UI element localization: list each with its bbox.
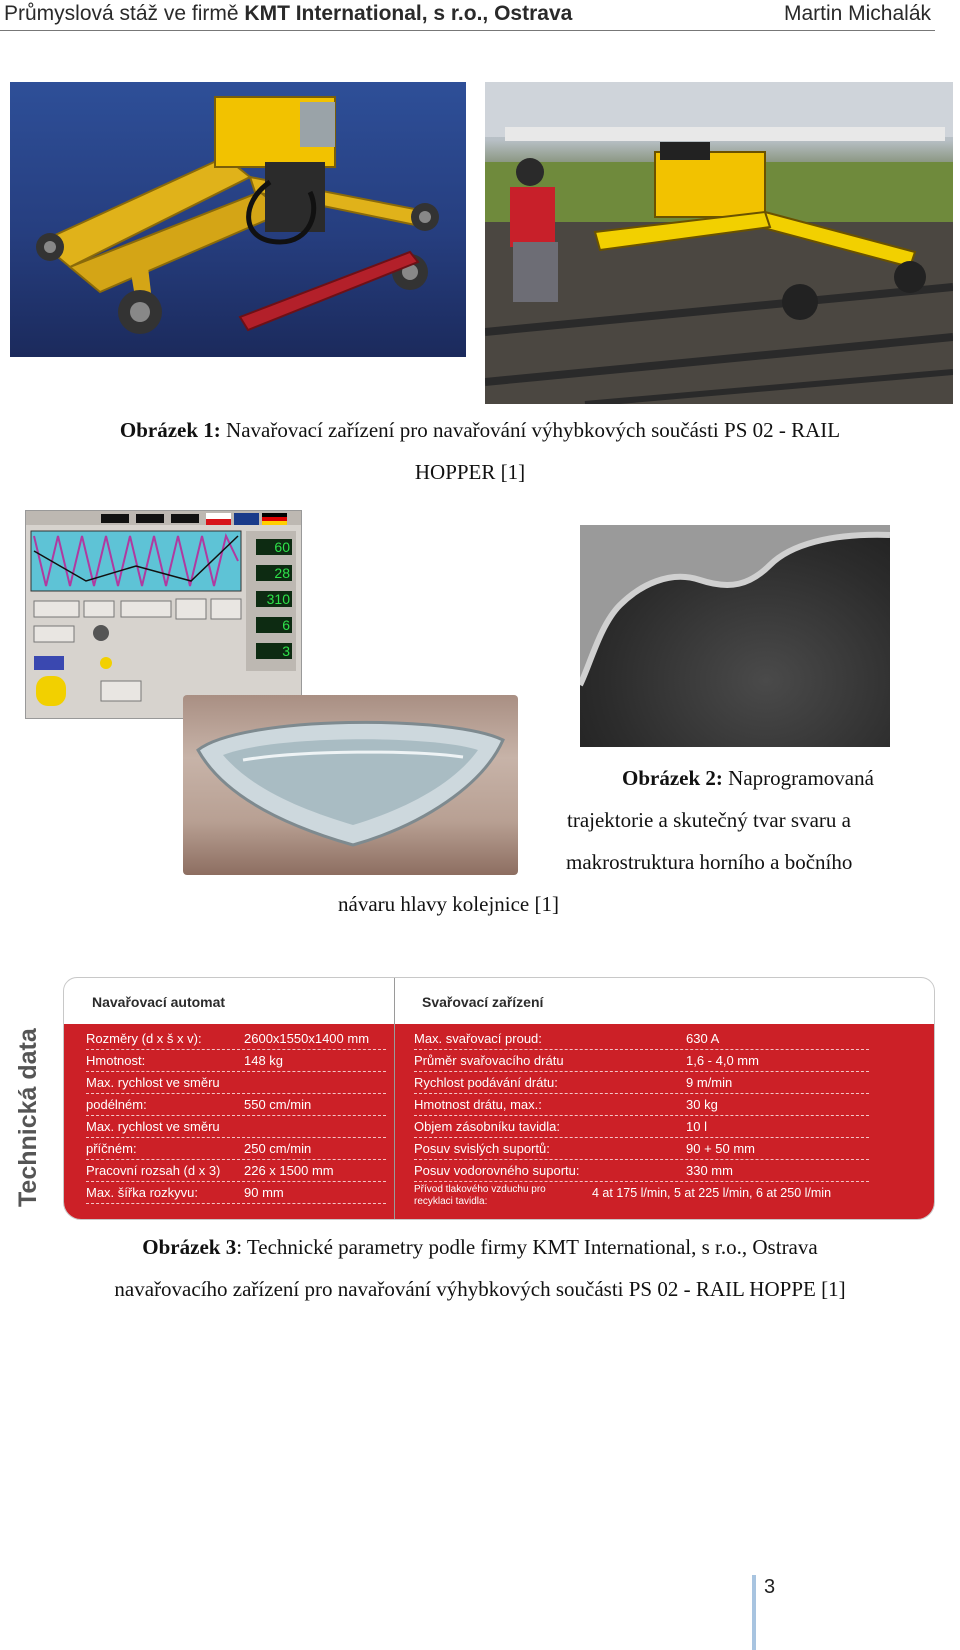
left-row-value: 148 kg bbox=[244, 1053, 284, 1068]
right-table-row-air-supply bbox=[414, 1184, 874, 1212]
left-row-value: 2600x1550x1400 mm bbox=[244, 1031, 370, 1046]
rail-hopper-machine-illustration bbox=[10, 82, 466, 357]
screen-value-4: 6 bbox=[282, 617, 290, 633]
left-table-row bbox=[86, 1116, 386, 1138]
left-table-row bbox=[86, 1050, 386, 1072]
technical-data-side-text: Technická data bbox=[14, 1028, 42, 1207]
page-header bbox=[0, 0, 935, 31]
figure2-macrostructure-photo bbox=[580, 525, 890, 747]
figure3-caption-line2: navařovacího zařízení pro navařování výhybkových součásti PS 02 - RAIL HOPPE [1] bbox=[114, 1277, 846, 1301]
figure1-field-photo bbox=[485, 82, 953, 404]
left-row-value: 90 mm bbox=[244, 1185, 284, 1200]
header-title-prefix: Průmyslová stáž ve firmě bbox=[4, 2, 245, 25]
left-table-row bbox=[86, 1028, 386, 1050]
left-row-value: 550 cm/min bbox=[244, 1097, 312, 1112]
screen-value-1: 60 bbox=[274, 539, 290, 555]
air-supply-key-line1: Přívod tlakového vzduchu pro bbox=[414, 1184, 546, 1195]
header-title-company: KMT International, s r.o., Ostrava bbox=[244, 2, 573, 25]
screen-value-3: 310 bbox=[266, 591, 290, 607]
right-row-key: Rychlost podávání drátu: bbox=[414, 1075, 558, 1090]
left-row-key: Max. rychlost ve směru bbox=[86, 1119, 220, 1134]
left-table-row bbox=[86, 1138, 386, 1160]
right-row-key: Posuv vodorovného suportu: bbox=[414, 1163, 580, 1178]
left-table-row bbox=[86, 1160, 386, 1182]
right-table-row bbox=[414, 1050, 869, 1072]
right-row-value: 10 l bbox=[686, 1119, 707, 1134]
figure2-caption-line2: trajektorie a skutečný tvar svaru a bbox=[567, 808, 851, 832]
figure1-caption-text: Navařovací zařízení pro navařování výhybkových součásti PS 02 - RAIL bbox=[220, 418, 841, 442]
screen-value-2: 28 bbox=[274, 565, 290, 581]
left-row-key: Pracovní rozsah (d x 3) bbox=[86, 1163, 221, 1178]
right-row-key: Průměr svařovacího drátu bbox=[414, 1053, 564, 1068]
left-row-key: Rozměry (d x š x v): bbox=[86, 1031, 202, 1046]
technical-data-panel bbox=[63, 977, 935, 1220]
technical-data-side-label-box bbox=[8, 977, 48, 1221]
screen-value-5: 3 bbox=[282, 643, 290, 659]
right-row-key: Max. svařovací proud: bbox=[414, 1031, 542, 1046]
figure2-caption-line4: návaru hlavy kolejnice [1] bbox=[338, 892, 559, 916]
right-table-row bbox=[414, 1094, 869, 1116]
figure3-caption-text: : Technické parametry podle firmy KMT International, s r.o., Ostrava bbox=[236, 1235, 818, 1259]
header-author: Martin Michalák bbox=[783, 2, 931, 25]
right-table-row bbox=[414, 1160, 869, 1182]
figure2-caption-text: Naprogramovaná bbox=[722, 766, 874, 790]
left-row-value: 250 cm/min bbox=[244, 1141, 312, 1156]
air-supply-key-line2: recyklaci tavidla: bbox=[414, 1196, 488, 1207]
right-table-row bbox=[414, 1072, 869, 1094]
figure1-caption-label: Obrázek 1: bbox=[119, 418, 221, 442]
right-row-value: 9 m/min bbox=[686, 1075, 733, 1090]
left-row-key: Max. šířka rozkyvu: bbox=[86, 1185, 198, 1200]
header-title bbox=[4, 2, 572, 26]
left-row-key: Max. rychlost ve směru bbox=[86, 1075, 220, 1090]
air-supply-value: 4 at 175 l/min, 5 at 225 l/min, 6 at 250 l/min bbox=[592, 1186, 832, 1200]
left-table-row bbox=[86, 1072, 386, 1094]
right-row-value: 30 kg bbox=[686, 1097, 718, 1112]
right-table-row bbox=[414, 1028, 869, 1050]
left-column-title: Navařovací automat bbox=[92, 994, 226, 1010]
page-number-bar bbox=[752, 1575, 756, 1650]
technical-data-table bbox=[64, 1024, 934, 1219]
figure1-machine-photo bbox=[10, 82, 466, 357]
left-row-key: příčném: bbox=[86, 1141, 137, 1156]
right-row-key: Hmotnost drátu, max.: bbox=[414, 1097, 542, 1112]
left-row-key: Hmotnost: bbox=[86, 1053, 146, 1068]
right-row-value: 330 mm bbox=[686, 1163, 733, 1178]
right-row-value: 90 + 50 mm bbox=[686, 1141, 756, 1156]
left-table-row bbox=[86, 1094, 386, 1116]
right-table-row bbox=[414, 1116, 869, 1138]
left-table-row bbox=[86, 1182, 386, 1204]
control-software-illustration bbox=[26, 511, 301, 718]
figure3-caption bbox=[0, 1235, 960, 1260]
figure3-caption-label: Obrázek 3 bbox=[142, 1235, 237, 1259]
figure2-caption bbox=[622, 766, 874, 791]
figure1-caption bbox=[0, 418, 960, 443]
figure2-weld-photo bbox=[183, 695, 518, 875]
right-row-value: 630 A bbox=[686, 1031, 720, 1046]
figure2-caption-label: Obrázek 2: bbox=[622, 766, 723, 790]
right-column-title: Svařovací zařízení bbox=[422, 994, 544, 1010]
right-table-row bbox=[414, 1138, 869, 1160]
right-row-key: Objem zásobníku tavidla: bbox=[414, 1119, 560, 1134]
air-supply-key bbox=[414, 1184, 546, 1208]
figure2-caption-line3: makrostruktura horního a bočního bbox=[566, 850, 853, 874]
technical-data-figure bbox=[8, 977, 933, 1221]
left-row-key: podélném: bbox=[86, 1097, 147, 1112]
weld-bead-illustration bbox=[183, 695, 518, 875]
page-number: 3 bbox=[764, 1576, 776, 1598]
figure2-control-screen bbox=[25, 510, 302, 719]
field-welding-illustration bbox=[485, 82, 953, 404]
technical-data-side-label bbox=[8, 977, 48, 1221]
macrostructure-illustration bbox=[580, 525, 890, 747]
left-row-value: 226 x 1500 mm bbox=[244, 1163, 334, 1178]
right-row-key: Posuv svislých suportů: bbox=[414, 1141, 550, 1156]
figure1-caption-line2: HOPPER [1] bbox=[414, 460, 526, 484]
right-row-value: 1,6 - 4,0 mm bbox=[686, 1053, 759, 1068]
column-divider bbox=[394, 978, 395, 1219]
